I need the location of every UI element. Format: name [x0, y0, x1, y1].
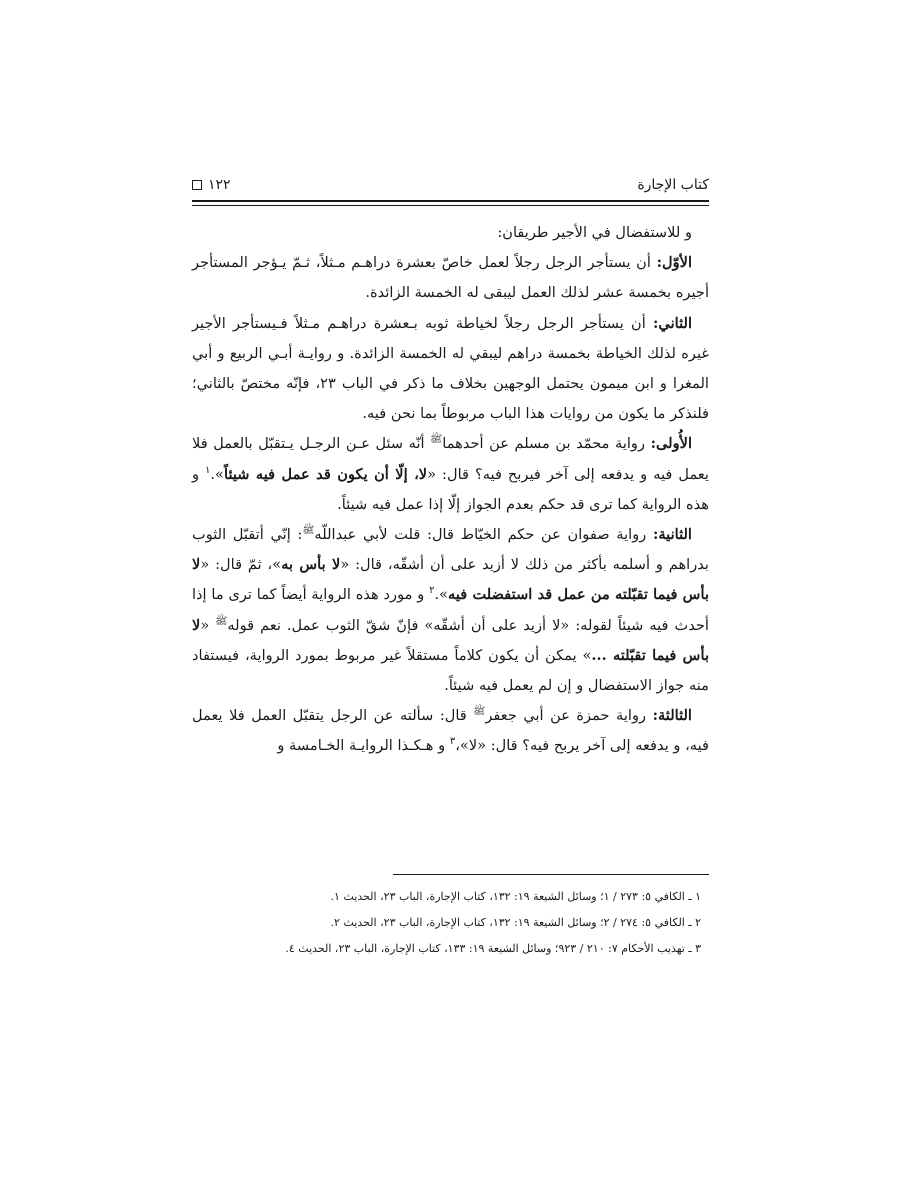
paragraph	[192, 429, 709, 520]
paragraph	[192, 218, 709, 248]
text-run: »، ثمّ قال: «	[200, 556, 282, 574]
bold-text-run: لا بأس فيما تقبّلته من عمل قد استفضلت فيه	[192, 556, 709, 604]
text-run: قال: سألته عن الرجل يتقبّل العمل فلا يعمل فيه، و يدفعه إلى آخر يربح فيه؟ قال: «لا»،	[192, 707, 709, 755]
text-run: رواية حمزة عن أبي جعفر	[485, 707, 653, 725]
text-run: و هذه الرواية كما ترى قد حكم بعدم الجواز إلّا إذا عمل فيه شيئاً.	[192, 465, 709, 513]
paragraph	[192, 701, 709, 761]
superscript-mark: ٢	[429, 585, 435, 597]
bold-text-run: لا، إلّا أن يكون قد عمل فيه شيئاً	[224, 465, 428, 483]
header-rule-thick	[192, 200, 709, 202]
page-header	[192, 174, 709, 198]
bold-text-run: الثاني:	[653, 314, 692, 332]
footnote: ٢ ـ الكافي ٥: ٢٧٤ / ٢؛ وسائل الشيعة ١٩: ١٣٢، كتاب الإجارة، الباب ٢٣، الحديث ٢.	[330, 916, 701, 929]
text-run: و للاستفضال في الأجير طريقان:	[497, 224, 692, 241]
paragraph	[192, 309, 709, 430]
page-number: ١٢٢	[208, 177, 231, 193]
text-run: : إنّي أتقبّل الثوب بدراهم و أسلمه بأكثر من ذلك لا أزيد على أن أشقّه، قال: «	[192, 526, 709, 574]
footnotes	[192, 884, 709, 962]
text-run: » يمكن أن يكون كلاماً مستقلاً غير مربوط بمورد الرواية، فيستفاد منه جواز الاستفضال و إن لم يعمل فيه شيئاً.	[192, 646, 709, 695]
superscript-mark: ﷺ	[302, 525, 315, 537]
superscript-mark: ٣	[449, 736, 456, 748]
text-run: أن يستأجر الرجل رجلاً لخياطة ثوبه بـعشرة دراهـم مـثلاً فـيستأجر الأجير غيره لذلك الخياطة بخمسة دراهم ليبقي له الخمسة الزائدة. و روايـة أبـي الربيع و أبي المغرا و ابن ميمون يحتمل الوجهين بخلاف ما ذكر في الباب ٢٣، فإنّه مختصّ بالثاني؛ فلنذكر ما يكون من روايات هذا الباب مربوطاً بما نحن فيه.	[192, 314, 709, 423]
text-run: رواية محمّد بن مسلم عن أحدهما	[442, 435, 651, 453]
paragraph	[192, 248, 709, 308]
text-run: أنّه سئل عـن الرجـل يـتقبّل بالعمل فلا يعمل فيه و يدفعه إلى آخر فيربح فيه؟ قال: «	[192, 435, 709, 483]
bold-text-run: الثالثة:	[652, 707, 692, 725]
footnote: ٣ ـ تهذيب الأحكام ٧: ٢١٠ / ٩٢٣؛ وسائل الشيعة ١٩: ١٣٣، كتاب الإجارة، الباب ٢٣، الحديث ٤.	[285, 942, 701, 955]
footnote-separator	[393, 874, 709, 875]
bold-text-run: الثانية:	[652, 526, 692, 544]
book-title: كتاب الإجارة	[637, 177, 709, 193]
square-box-icon	[192, 180, 202, 190]
bold-text-run: الأُولى:	[650, 435, 693, 453]
superscript-mark: ١	[205, 464, 211, 476]
body-text	[192, 218, 709, 762]
page-number-group	[192, 176, 231, 194]
text-run: و هـكـذا الروايـة الخـامسة و	[277, 737, 450, 755]
bold-text-run: لا بأس به	[281, 556, 341, 574]
text-run: و مورد هذه الرواية أيضاً كما ترى ما إذا أحدث فيه شيئاً لقوله: «لا أزيد على أن أشقّه» فإنّ شقّ الثوب عمل. نعم قوله	[192, 586, 709, 634]
text-run: ».	[210, 465, 224, 483]
superscript-mark: ﷺ	[215, 615, 228, 627]
text-run: أن يستأجر الرجل رجلاً لعمل خاصّ بعشرة دراهـم مـثلاً، ثـمّ يـؤجر المستأجر أجيره بخمسة عشر لذلك العمل ليبقى له الخمسة الزائدة.	[192, 254, 709, 302]
superscript-mark: ﷺ	[430, 434, 443, 446]
header-rule-thin	[192, 205, 709, 206]
bold-text-run: لا بأس فيما تقبّلته ...	[192, 616, 710, 664]
footnote: ١ ـ الكافي ٥: ٢٧٣ / ١؛ وسائل الشيعة ١٩: ١٣٢، كتاب الإجارة، الباب ٢٣، الحديث ١.	[330, 890, 701, 903]
superscript-mark: ﷺ	[473, 706, 486, 718]
bold-text-run: الأوّل:	[656, 254, 692, 272]
text-run: «	[200, 616, 216, 634]
text-run: ».	[434, 586, 449, 604]
text-run: رواية صفوان عن حكم الخيّاط قال: قلت لأبي عبداللّه	[314, 526, 653, 544]
paragraph	[192, 520, 709, 701]
